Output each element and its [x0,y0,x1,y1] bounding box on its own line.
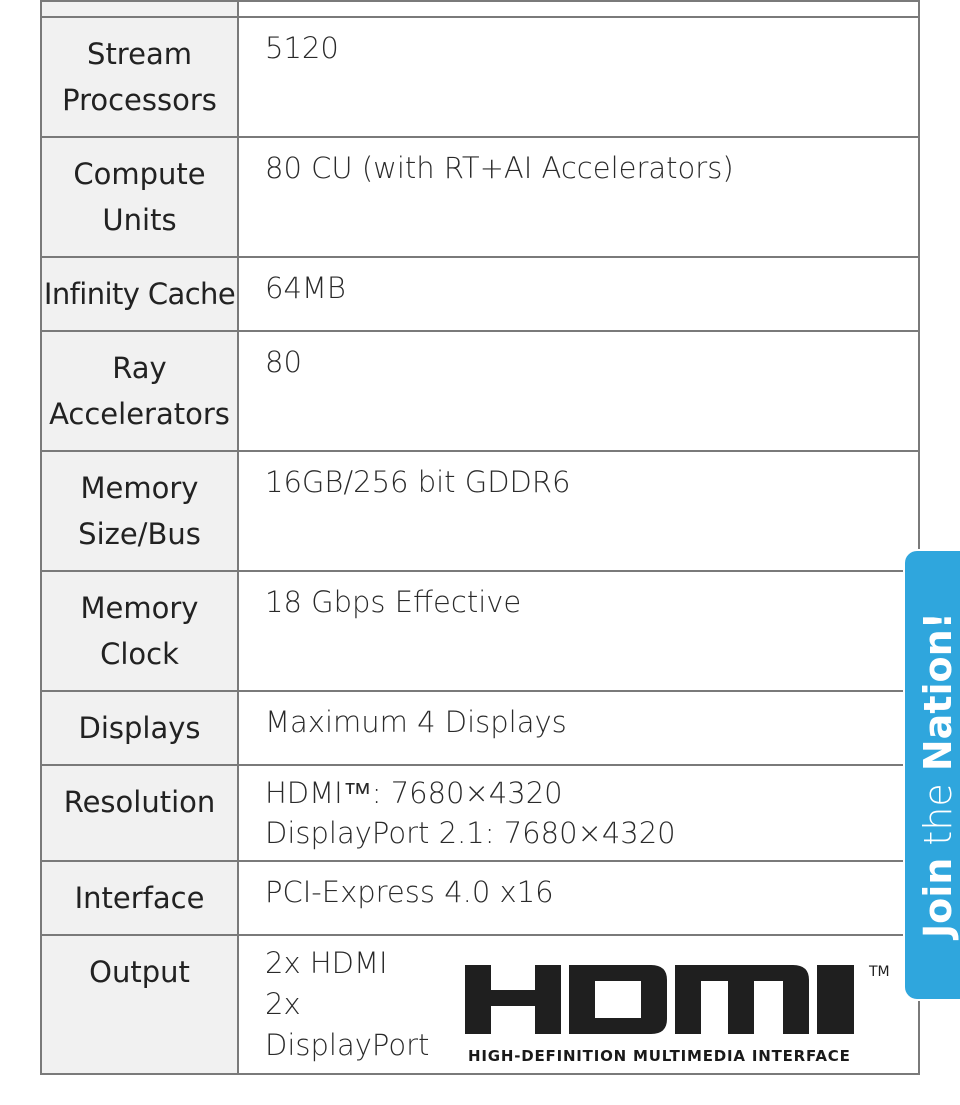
spec-label [41,137,238,257]
table-row [41,1,919,17]
join-text-nation: Nation! [916,611,960,772]
spec-value-line: DisplayPort 2.1: 7680×4320 [265,816,676,850]
spec-value-text: PCI-Express 4.0 x16 [265,875,554,909]
table-row [41,137,919,257]
table-row [41,451,919,571]
specs-table [40,0,920,1075]
spec-label-text: Memory Clock [80,591,199,671]
table-row [41,861,919,935]
spec-label-cell [41,1,238,17]
spec-value-text: 5120 [265,31,339,65]
table-row [41,571,919,691]
join-tab-label [916,612,960,938]
spec-value [238,451,919,571]
spec-value [238,861,919,935]
spec-label-text: Infinity Cache [43,277,236,311]
spec-label [41,861,238,935]
spec-value-line: HDMI™: 7680×4320 [265,776,563,810]
hdmi-logo [465,962,895,1072]
spec-label-text: Interface [74,881,205,915]
spec-label [41,331,238,451]
table-row [41,331,919,451]
spec-label-text: Stream Processors [62,37,217,117]
spec-label [41,17,238,137]
spec-label [41,451,238,571]
hdmi-wordmark-graphic [465,962,895,1042]
join-text-the: the [916,783,960,846]
spec-value [238,331,919,451]
table-row [41,765,919,861]
spec-label-text: Resolution [63,785,216,819]
spec-value [238,765,919,861]
spec-label-text: Memory Size/Bus [78,471,201,551]
spec-value-text: 80 [265,345,302,379]
hdmi-tagline: HIGH-DEFINITION MULTIMEDIA INTERFACE [468,1047,851,1065]
spec-label [41,765,238,861]
hdmi-trademark: TM [869,964,890,980]
spec-label [41,571,238,691]
spec-value-line: 2x [265,987,301,1021]
spec-value-text: 64MB [265,271,346,305]
spec-label-text: Compute Units [73,157,206,237]
spec-label-text: Displays [78,711,201,745]
spec-value-line: 2x HDMI [265,946,388,980]
spec-label [41,935,238,1074]
spec-value-text: 80 CU (with RT+AI Accelerators) [265,151,734,185]
spec-value-cell [238,1,919,17]
spec-value [238,571,919,691]
spec-label-text: Ray Accelerators [49,351,230,431]
table-row [41,17,919,137]
spec-label [41,691,238,765]
spec-value [238,137,919,257]
spec-label-text: Output [89,955,190,989]
spec-label [41,257,238,331]
spec-value [238,17,919,137]
join-text-join: Join [916,857,960,939]
spec-value [238,691,919,765]
spec-value-text: 18 Gbps Effective [265,585,522,619]
join-the-nation-tab[interactable] [903,549,960,1001]
spec-value-text: Maximum 4 Displays [265,705,567,739]
spec-value-text: 16GB/256 bit GDDR6 [265,465,571,499]
table-row [41,257,919,331]
table-row [41,691,919,765]
spec-value [238,257,919,331]
spec-value-line: DisplayPort [265,1028,430,1062]
